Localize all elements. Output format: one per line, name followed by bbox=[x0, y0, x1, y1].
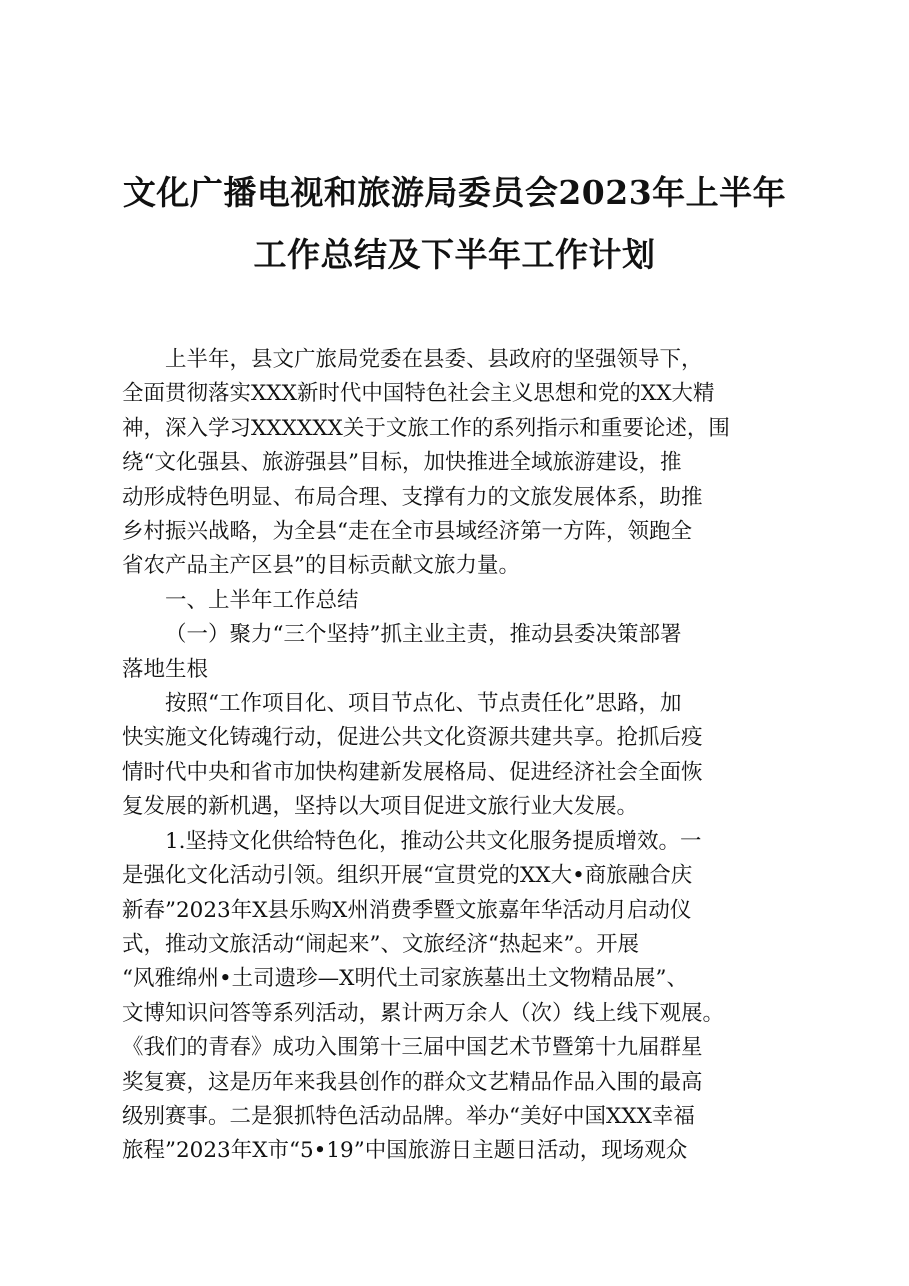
text-line: “风雅绵州•土司遗珍—X明代土司家族墓出土文物精品展”、 bbox=[122, 966, 688, 992]
subsection-heading bbox=[122, 618, 802, 687]
text-line: 式，推动文旅活动“闹起来”、文旅经济“热起来”。开展 bbox=[122, 931, 639, 957]
text-line: 按照“工作项目化、项目节点化、节点责任化”思路，加 bbox=[165, 691, 682, 717]
text-line: 全面贯彻落实XXX新时代中国特色社会主义思想和党的XX大精 bbox=[122, 381, 715, 407]
section-heading bbox=[122, 584, 802, 618]
text-line: 绕“文化强县、旅游强县”目标，加快推进全域旅游建设，推 bbox=[122, 450, 682, 476]
text-line: 是强化文化活动引领。组织开展“宣贯党的XX大•商旅融合庆 bbox=[122, 863, 693, 889]
body-paragraph bbox=[122, 687, 802, 825]
text-line: 《我们的青春》成功入围第十三届中国艺术节暨第十九届群星 bbox=[122, 1035, 703, 1061]
body-paragraph bbox=[122, 825, 802, 1169]
text-line: 复发展的新机遇，坚持以大项目促进文旅行业大发展。 bbox=[122, 794, 639, 820]
text-line: 乡村振兴战略，为全县“走在全市县域经济第一方阵，领跑全 bbox=[122, 519, 692, 545]
intro-paragraph bbox=[122, 343, 802, 584]
text-line: 情时代中央和省市加快构建新发展格局、促进经济社会全面恢 bbox=[122, 759, 703, 785]
document-title bbox=[0, 162, 909, 286]
text-line: 旅程”2023年X市“5•19”中国旅游日主题日活动，现场观众 bbox=[122, 1138, 688, 1164]
title-line-2: 工作总结及下半年工作计划 bbox=[253, 235, 656, 274]
text-line: 神，深入学习XXXXXX关于文旅工作的系列指示和重要论述，围 bbox=[122, 415, 730, 441]
text-line: 省农产品主产区县”的目标贡献文旅力量。 bbox=[122, 553, 520, 579]
text-line: 动形成特色明显、布局合理、支撑有力的文旅发展体系，助推 bbox=[122, 484, 703, 510]
text-line: 级别赛事。二是狠抓特色活动品牌。举办“美好中国XXX幸福 bbox=[122, 1103, 695, 1129]
text-line: 奖复赛，这是历年来我县创作的群众文艺精品作品入围的最高 bbox=[122, 1069, 703, 1095]
text-line: 新春”2023年X县乐购X州消费季暨文旅嘉年华活动月启动仪 bbox=[122, 897, 692, 923]
text-line: 落地生根 bbox=[122, 656, 209, 682]
text-line: 文博知识问答等系列活动，累计两万余人（次）线上线下观展。 bbox=[122, 1000, 725, 1026]
text-line: 快实施文化铸魂行动，促进公共文化资源共建共享。抢抓后疫 bbox=[122, 725, 703, 751]
text-line: 1.坚持文化供给特色化，推动公共文化服务提质增效。一 bbox=[165, 828, 702, 854]
document-body bbox=[122, 343, 802, 1169]
text-line: 上半年，县文广旅局党委在县委、县政府的坚强领导下， bbox=[165, 347, 703, 372]
text-line: 一、上半年工作总结 bbox=[165, 587, 359, 613]
title-line-1: 文化广播电视和旅游局委员会2023年上半年 bbox=[122, 173, 787, 212]
text-line: （一）聚力“三个坚持”抓主业主责，推动县委决策部署 bbox=[165, 622, 682, 648]
